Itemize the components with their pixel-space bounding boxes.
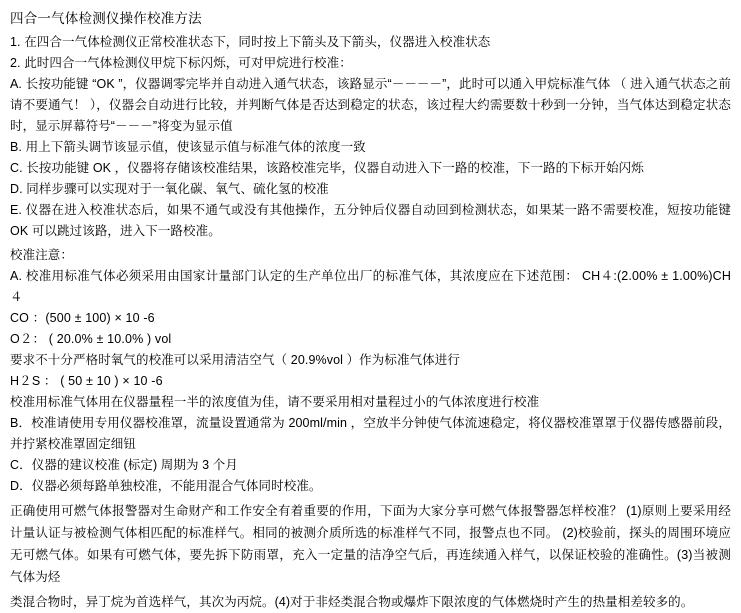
step-paragraph: 2. 此时四合一气体检测仪甲烷下标闪烁，可对甲烷进行校准： <box>10 56 352 70</box>
step-paragraph: B. 用上下箭头调节该显示值，使该显示值与标准气体的浓度一致 <box>10 140 366 154</box>
note-paragraph: D．仪器必须每路单独校准，不能用混合气体同时校准。 <box>10 479 322 493</box>
note-paragraph: H２S ： ( 50 ± 10 ) × 10 -6 <box>10 374 163 388</box>
page-title: 四合一气体检测仪操作校准方法 <box>10 11 202 26</box>
calibration-notes-section <box>10 266 731 497</box>
note-paragraph: O２： ( 20.0% ± 10.0% ) vol <box>10 332 172 346</box>
section-heading-calibration-notes: 校准注意： <box>10 248 74 262</box>
closing-paragraph: 类混合物时，异丁烷为首选样气，其次为丙烷。(4)对于非烃类混合物或爆炸下限浓度的气体燃烧时产生的热量相差较多的。 <box>10 595 694 609</box>
note-paragraph: A. 校准用标准气体必须采用由国家计量部门认定的生产单位出厂的标准气体，其浓度应在下述范围： CH４:(2.00% ± 1.00%)CH４ <box>10 269 731 304</box>
step-paragraph: A. 长按功能键 “OK ”，仪器调零完毕并自动进入通气状态，该路显示“－－－－”，此时可以通入甲烷标准气体 （ 进入通气状态之前请不要通气！ ），仪器会自动进行比较，并判断气体是否达到稳定的状态，该过程大约需要数十秒到一分钟，当气体达到稳定状态时，显示屏幕符号“－－－”将变为显示值 <box>10 77 731 133</box>
step-paragraph: E. 仪器在进入校准状态后，如果不通气或没有其他操作，五分钟后仪器自动回到检测状态，如果某一路不需要校准，短按功能键 OK 可以跳过该路，进入下一路校准。 <box>10 203 731 238</box>
note-paragraph: CO ：(500 ± 100) × 10 -6 <box>10 311 155 325</box>
step-paragraph: D. 同样步骤可以实现对于一氧化碳、氧气、硫化氢的校准 <box>10 182 329 196</box>
note-paragraph: 校准用标准气体用在仪器量程一半的浓度值为佳，请不要采用相对量程过小的气体浓度进行校准 <box>10 395 540 409</box>
closing-paragraph: 正确使用可燃气体报警器对生命财产和工作安全有着重要的作用，下面为大家分享可燃气体报警器怎样校准？ (1)原则上要采用经计量认证与被检测气体相匹配的标准样气。相同的被测介质所选的标准样气不同，报警点也不同。 (2)校验前，探头的周围环境应无可燃气体。如果有可燃气体，要先拆下防雨罩，充入一定量的洁净空气后，再连续通入样气，以保证校验的准确性。(3)当被测气体为烃 <box>10 504 731 584</box>
note-paragraph: 要求不十分严格时氧气的校准可以采用清洁空气（ 20.9%vol ）作为标准气体进行 <box>10 353 460 367</box>
step-paragraph: 1. 在四合一气体检测仪正常校准状态下，同时按上下箭头及下箭头，仪器进入校准状态 <box>10 35 491 49</box>
step-paragraph: C. 长按功能键 OK ，仪器将存储该校准结果，该路校准完毕，仪器自动进入下一路的校准，下一路的下标开始闪烁 <box>10 161 644 175</box>
note-paragraph: C．仪器的建议校准 (标定) 周期为 3 个月 <box>10 458 238 472</box>
steps-section <box>10 32 731 242</box>
closing-section <box>10 500 731 613</box>
note-paragraph: B．校准请使用专用仪器校准罩，流量设置通常为 200ml/min ，空放半分钟使气体流速稳定，将仪器校准罩罩于仪器传感器前段，并拧紧校准罩固定细钮 <box>10 416 731 451</box>
